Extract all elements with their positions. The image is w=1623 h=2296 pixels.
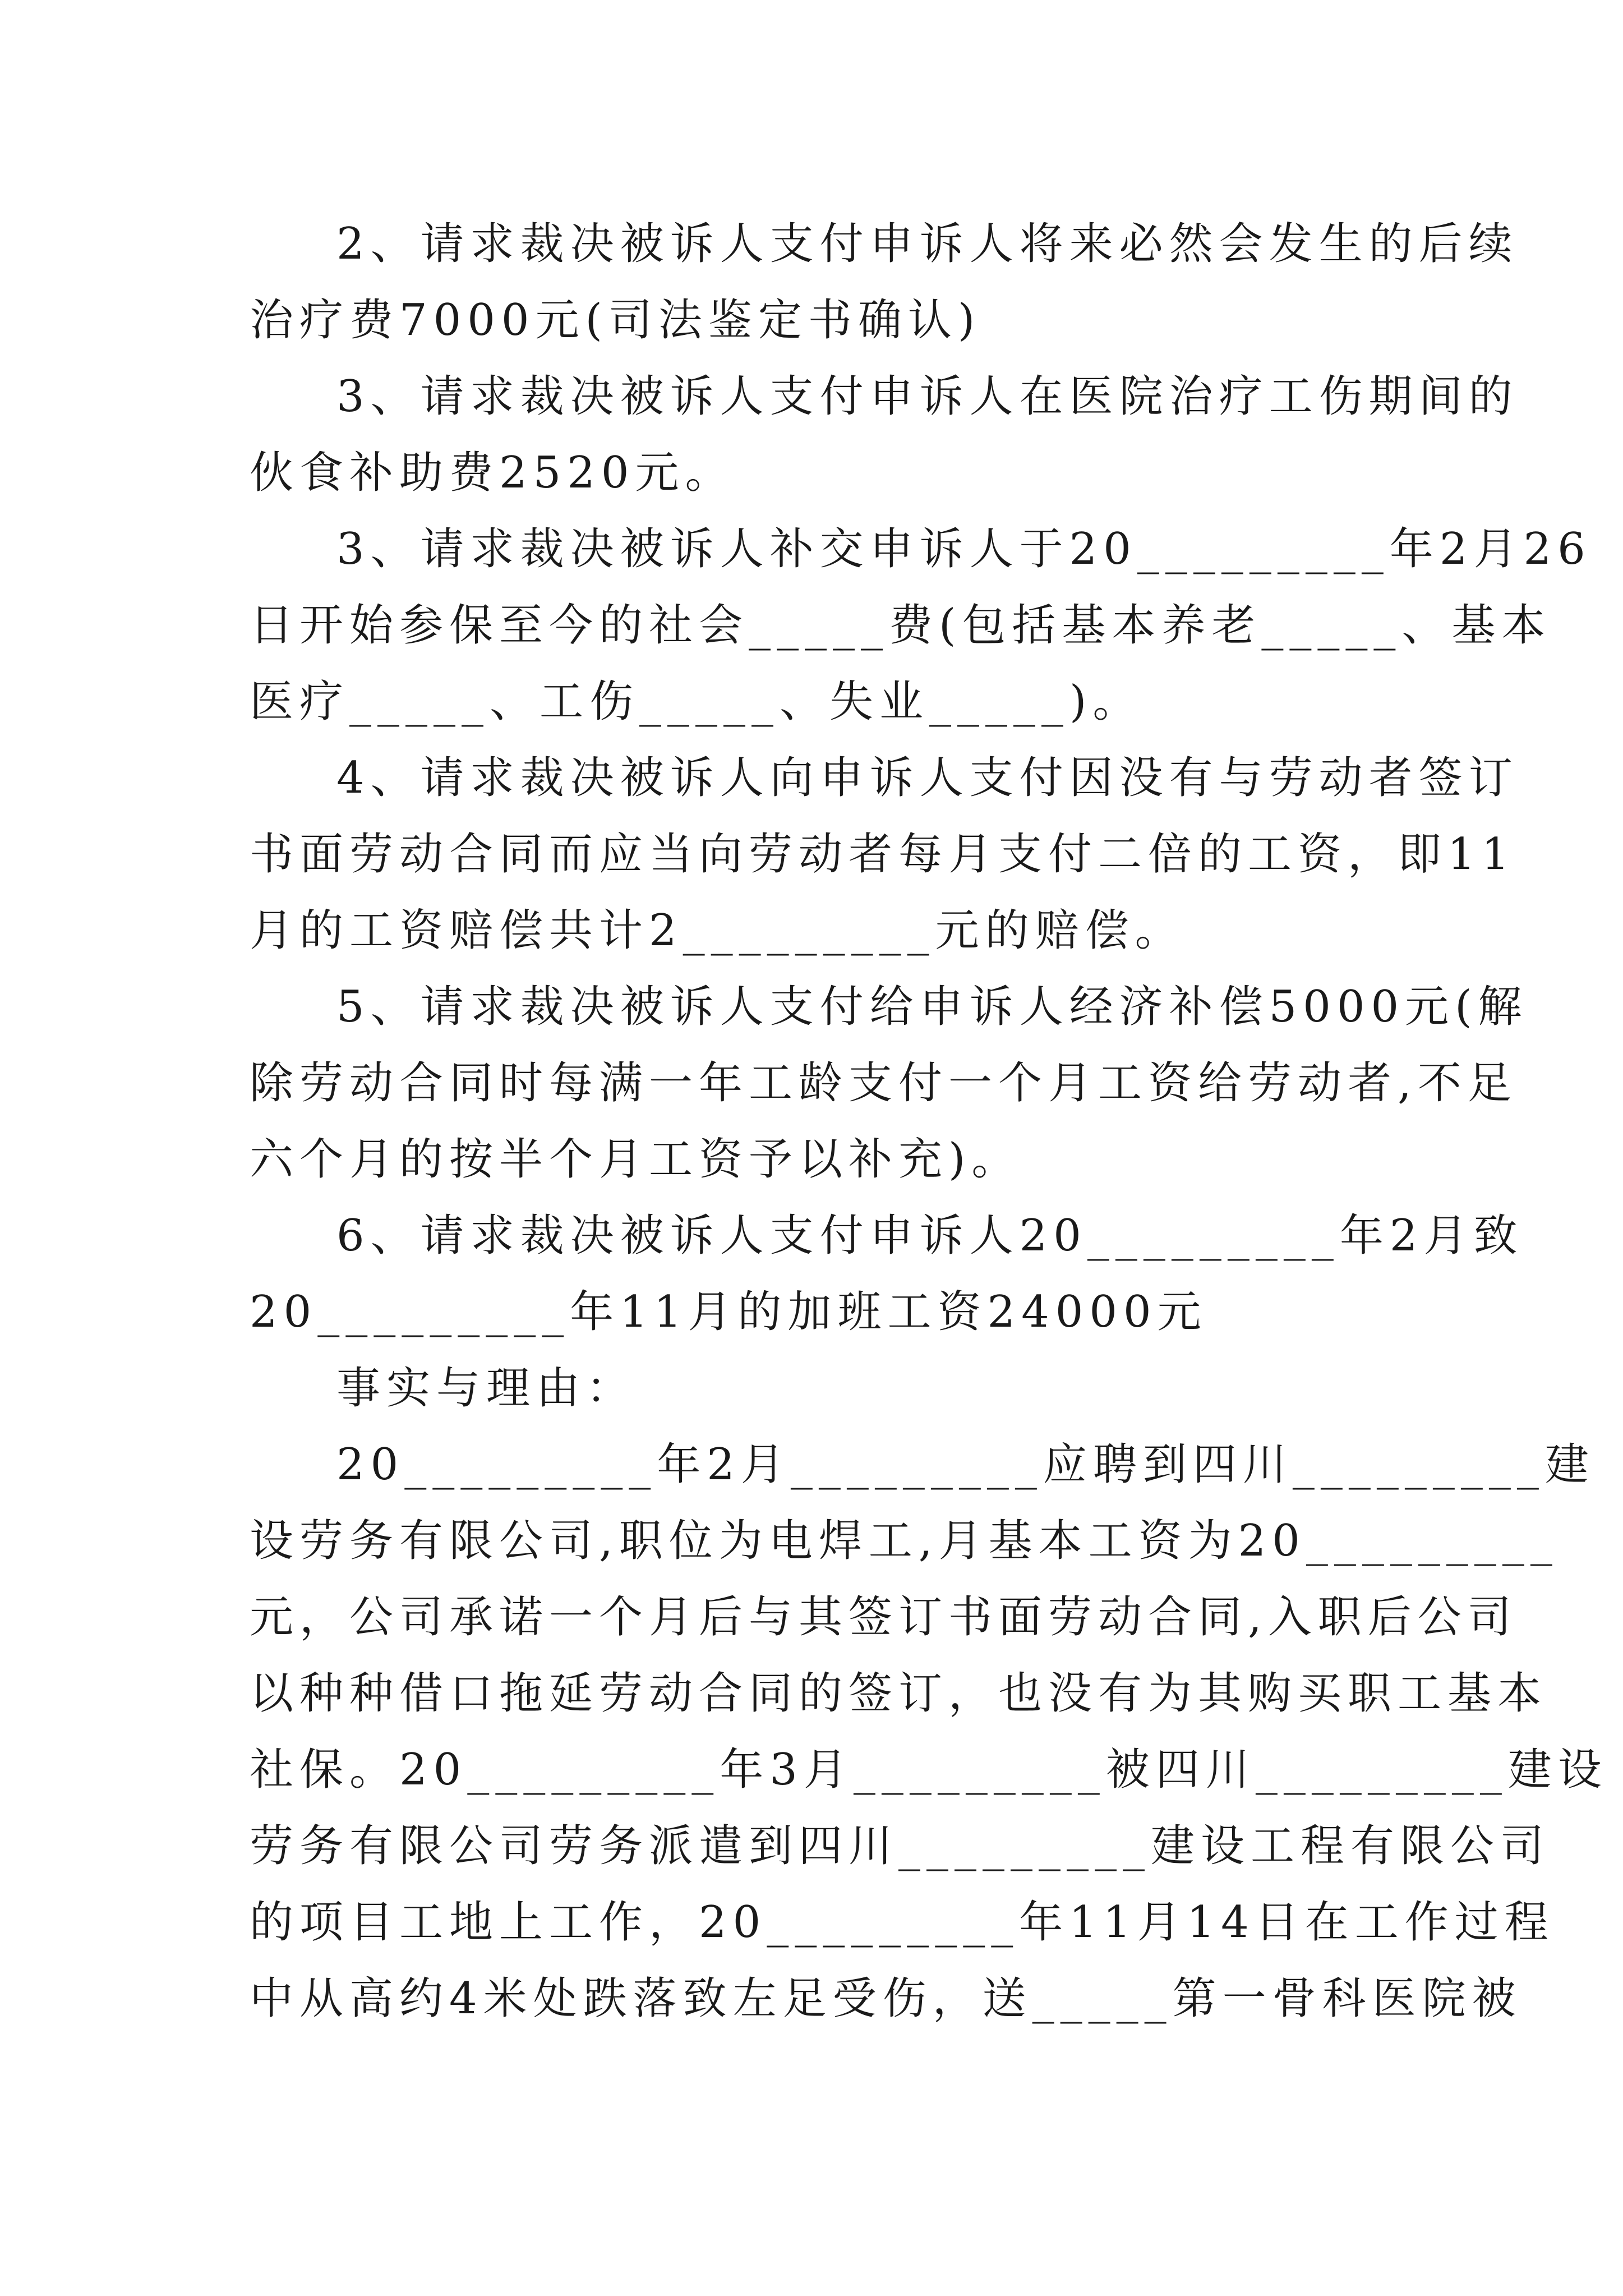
paragraph-line: 除劳动合同时每满一年工龄支付一个月工资给劳动者,不足 [250,1058,1518,1108]
paragraph-line: 2、请求裁决被诉人支付申诉人将来必然会发生的后续 [336,219,1519,269]
paragraph-line: 3、请求裁决被诉人补交申诉人于20_________年2月26 [336,524,1592,574]
paragraph-line: 六个月的按半个月工资予以补充)。 [250,1134,1022,1185]
paragraph-line: 日开始参保至今的社会_____费(包括基本养老_____、基本 [250,600,1552,651]
paragraph-line: 20_________年11月的加班工资24000元 [250,1287,1207,1337]
paragraph-line: 治疗费7000元(司法鉴定书确认) [250,295,981,346]
paragraph-line: 医疗_____、工伤_____、失业_____)。 [250,677,1143,727]
paragraph-line: 劳务有限公司劳务派遣到四川_________建设工程有限公司 [250,1821,1551,1871]
paragraph-line: 中从高约4米处跌落致左足受伤，送_____第一骨科医院被 [250,1973,1522,2024]
section-heading: 事实与理由： [336,1363,637,1414]
paragraph-line: 以种种借口拖延劳动合同的签订，也没有为其购买职工基本 [250,1668,1548,1719]
paragraph-line: 的项目工地上工作，20_________年11月14日在工作过程 [250,1897,1555,1948]
paragraph-line: 20_________年2月_________应聘到四川_________建 [336,1439,1595,1490]
paragraph-line: 伙食补助费2520元。 [250,448,735,498]
paragraph-line: 元，公司承诺一个月后与其签订书面劳动合同,入职后公司 [250,1592,1518,1642]
paragraph-line: 社保。20_________年3月_________被四川_________建设 [250,1745,1608,1795]
paragraph-line: 5、请求裁决被诉人支付给申诉人经济补偿5000元(解 [336,982,1528,1032]
paragraph-line: 4、请求裁决被诉人向申诉人支付因没有与劳动者签订 [336,753,1519,803]
paragraph-line: 6、请求裁决被诉人支付申诉人20_________年2月致 [336,1211,1524,1261]
paragraph-line: 书面劳动合同而应当向劳动者每月支付二倍的工资，即11 [250,829,1516,880]
paragraph-line: 3、请求裁决被诉人支付申诉人在医院治疗工伤期间的 [336,371,1519,422]
paragraph-line: 设劳务有限公司,职位为电焊工,月基本工资为20_________ [250,1516,1559,1566]
paragraph-line: 月的工资赔偿共计2_________元的赔偿。 [250,905,1185,956]
